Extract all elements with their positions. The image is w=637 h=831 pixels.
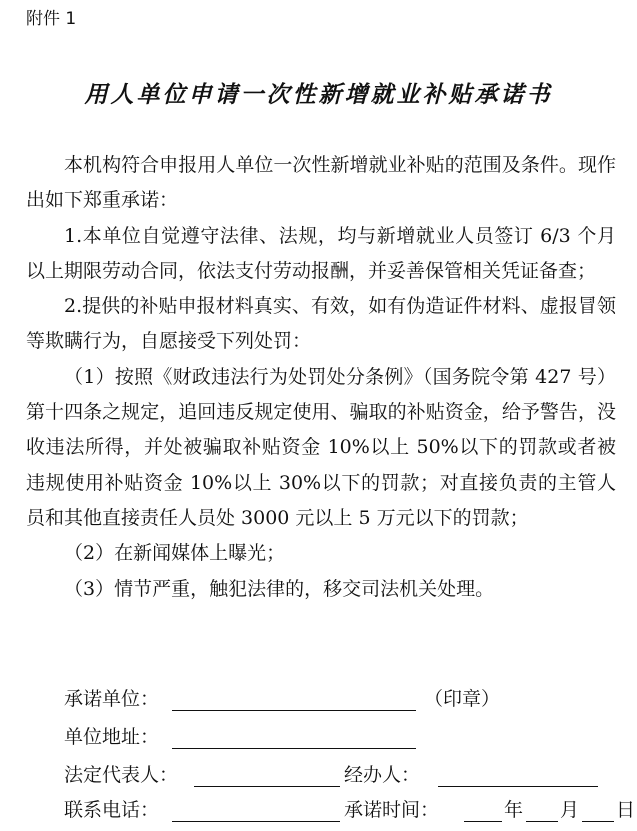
address-input-line[interactable] — [172, 748, 416, 749]
seal-label: （印章） — [424, 688, 501, 710]
unit-label: 承诺单位： — [64, 688, 160, 710]
document-title: 用人单位申请一次性新增就业补贴承诺书 — [84, 82, 553, 108]
intro-paragraph: 本机构符合申报用人单位一次性新增就业补贴的范围及条件。现作出如下郑重承诺： — [26, 154, 616, 212]
phone-input-line[interactable] — [172, 821, 340, 822]
legal-rep-input-line[interactable] — [194, 786, 340, 787]
month-label: 月 — [560, 799, 580, 821]
attachment-label: 附件 1 — [26, 9, 77, 29]
phone-label: 联系电话： — [64, 799, 160, 821]
unit-input-line[interactable] — [172, 710, 416, 711]
penalty-item-2: （2）在新闻媒体上曝光； — [64, 542, 286, 565]
signature-row-address — [64, 722, 624, 752]
year-label: 年 — [504, 799, 524, 821]
day-input-line[interactable] — [582, 821, 614, 822]
address-label: 单位地址： — [64, 726, 160, 748]
commitment-item-2: 2.提供的补贴申报材料真实、有效，如有伪造证件材料、虚报冒领等欺瞒行为，自愿接受下列处罚： — [26, 295, 616, 353]
commitment-body — [26, 148, 616, 607]
penalty-item-3: （3）情节严重，触犯法律的，移交司法机关处理。 — [64, 577, 495, 600]
handler-label: 经办人： — [344, 764, 421, 786]
legal-rep-label: 法定代表人： — [64, 764, 179, 786]
year-input-line[interactable] — [464, 821, 502, 822]
signature-row-unit — [64, 684, 624, 714]
month-input-line[interactable] — [526, 821, 558, 822]
penalty-item-1: （1）按照《财政违法行为处罚处分条例》（国务院令第 427 号）第十四条之规定，追回违反规定使用、骗取的补贴资金，给予警告，没收违法所得，并处被骗取补贴资金 10%以上 50%以下的罚款或者被违规使用补贴资金 10%以上 30%以下的罚款；对直接负责的主管人员和其他直接责任人员处 3000 元以上 5 万元以下的罚款； — [26, 365, 616, 529]
day-label: 日 — [616, 799, 636, 821]
signature-row-contact — [64, 795, 636, 825]
handler-input-line[interactable] — [438, 786, 598, 787]
signature-row-representative — [64, 760, 624, 790]
date-label: 承诺时间： — [344, 799, 440, 821]
commitment-item-1: 1.本单位自觉遵守法律、法规，均与新增就业人员签订 6/3 个月以上期限劳动合同，依法支付劳动报酬，并妥善保管相关凭证备查； — [26, 224, 616, 282]
